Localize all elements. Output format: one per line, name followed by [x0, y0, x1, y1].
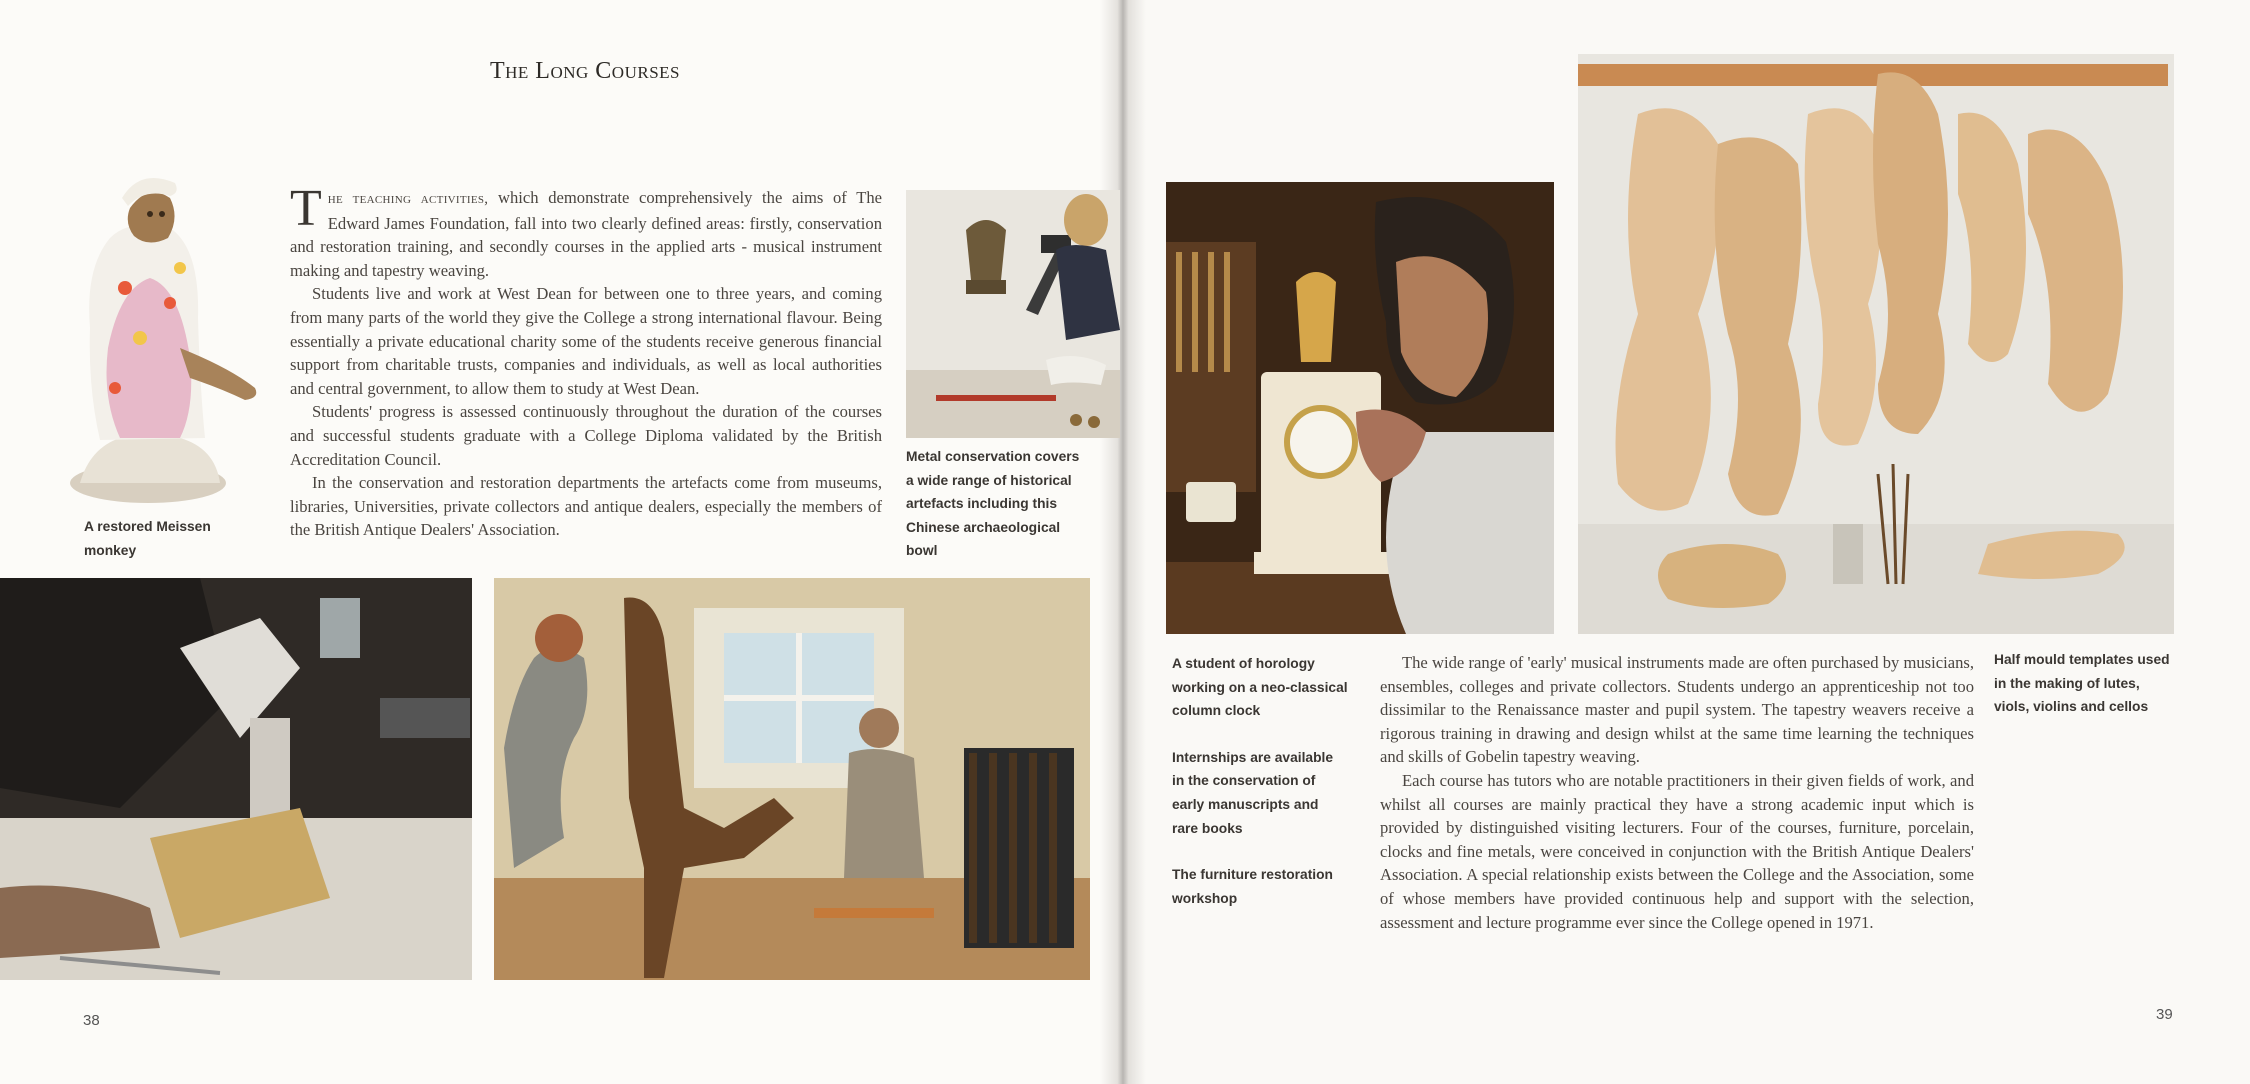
- left-body-text: [290, 180, 882, 542]
- caption-horology: A student of horology working on a neo-classical column clock: [1172, 656, 1348, 719]
- page-number-left: 38: [83, 1012, 100, 1029]
- caption-metal-conservation: Metal conservation covers a wide range of historical artefacts including this Chinese archaeological bowl: [906, 449, 1080, 559]
- paragraph-2: Students live and work at West Dean for between one to three years, and coming from many parts of the world they give the College a strong international flavour. Being essentially a private educational charity some of the students receive generous financial support from charitable trusts, companies and individuals, as well as local authorities and central government, to allow them to study at West Dean.: [290, 284, 882, 398]
- right-paragraph-2: Each course has tutors who are notable practitioners in their given fields of work, and whilst all courses are mainly practical they have a strong academic input which is provided by distinguished visiting lecturers. Four of the courses, furniture, porcelain, clocks and fine metals, were conceived in conjunction with the British Antique Dealers' Association. A special relationship exists between the College and the Association, some of whose members have provided continuous help and support with the selection, assessment and lecture programme ever since the College opened in 1971.: [1380, 770, 1974, 932]
- meissen-monkey-illustration: [30, 88, 275, 508]
- paragraph-1-text: which demonstrate comprehensively the aims of The Edward James Foundation, fall into two clearly defined areas: firstly, conservation and restoration training, and secondly courses in the applied arts - musical instrument making and tapestry weaving.: [290, 188, 882, 280]
- caption-furniture-workshop: The furniture restoration workshop: [1172, 867, 1333, 906]
- caption-internships: Internships are available in the conservation of early manuscripts and rare books: [1172, 749, 1334, 836]
- meissen-monkey-photo: [30, 88, 275, 508]
- opening-smallcaps: he teaching activities,: [327, 191, 489, 207]
- right-captions-column: [1172, 652, 1348, 933]
- drop-cap: T: [290, 180, 322, 237]
- manuscript-conservation-illustration: [0, 578, 472, 980]
- manuscript-conservation-photo: [0, 578, 472, 980]
- right-paragraph-1: The wide range of 'early' musical instruments made are often purchased by musicians, ensembles, colleges and private collectors. Students undergo an apprenticeship not too dissimilar to the Renaissance master and pupil system. The tapestry weavers receive a rigorous training in drawing and design whilst at the same time learning the techniques and skills of Gobelin tapestry weaving.: [1380, 653, 1974, 767]
- right-body-text: [1380, 651, 1974, 934]
- metal-conservation-illustration: [906, 190, 1120, 438]
- page-number-right: 39: [2156, 1006, 2173, 1023]
- instrument-templates-illustration: [1578, 54, 2174, 634]
- instrument-templates-photo: [1578, 54, 2174, 634]
- paragraph-4: In the conservation and restoration departments the artefacts come from museums, libraries, Universities, private collectors and antique dealers, especially the members of the British Antique Dealers' Association.: [290, 473, 882, 540]
- page-title: The Long Courses: [489, 58, 680, 84]
- paragraph-1: [290, 180, 882, 282]
- horology-photo: [1166, 182, 1554, 634]
- caption-meissen-monkey: A restored Meissen monkey: [84, 519, 211, 558]
- furniture-workshop-illustration: [494, 578, 1090, 980]
- horology-illustration: [1166, 182, 1554, 634]
- furniture-workshop-photo: [494, 578, 1090, 980]
- book-gutter: [1100, 0, 1146, 1084]
- metal-conservation-photo: [906, 190, 1120, 438]
- caption-half-mould-templates: Half mould templates used in the making of lutes, viols, violins and cellos: [1994, 652, 2170, 715]
- paragraph-3: Students' progress is assessed continuously throughout the duration of the courses and successful students graduate with a College Diploma validated by the British Accreditation Council.: [290, 402, 882, 469]
